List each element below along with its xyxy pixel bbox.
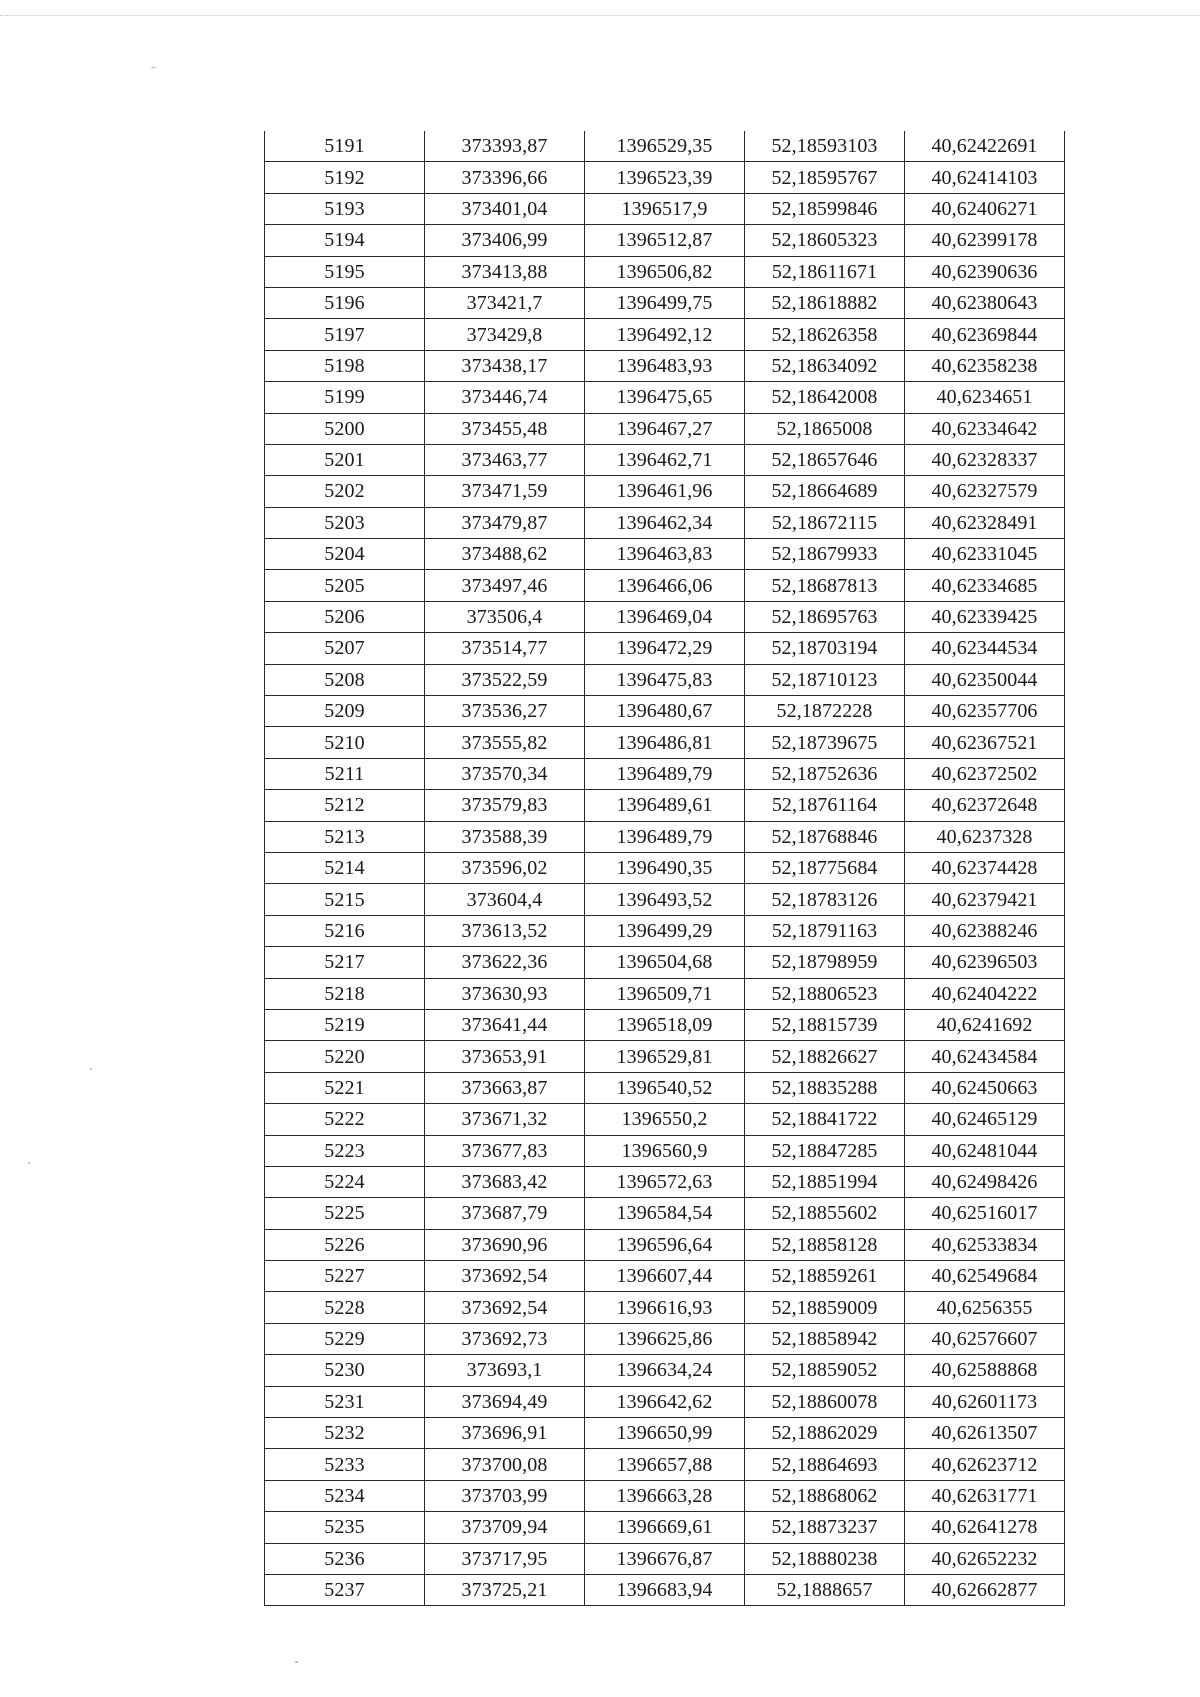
table-row [265, 1261, 1065, 1292]
point-number-cell: 5200 [265, 413, 425, 444]
point-number-cell: 5196 [265, 287, 425, 318]
longitude-cell: 40,62357706 [905, 696, 1065, 727]
latitude-cell: 52,18868062 [745, 1480, 905, 1511]
latitude-cell: 52,18710123 [745, 664, 905, 695]
coord-y-cell: 1396486,81 [585, 727, 745, 758]
point-number-cell: 5231 [265, 1386, 425, 1417]
coord-x-cell: 373396,66 [425, 162, 585, 193]
longitude-cell: 40,6234651 [905, 382, 1065, 413]
coord-y-cell: 1396509,71 [585, 978, 745, 1009]
longitude-cell: 40,62450663 [905, 1072, 1065, 1103]
table-row [265, 1512, 1065, 1543]
scan-speck [28, 1162, 30, 1164]
coord-x-cell: 373622,36 [425, 947, 585, 978]
latitude-cell: 52,18873237 [745, 1512, 905, 1543]
point-number-cell: 5220 [265, 1041, 425, 1072]
coord-y-cell: 1396462,34 [585, 507, 745, 538]
coord-y-cell: 1396584,54 [585, 1198, 745, 1229]
table-row [265, 1480, 1065, 1511]
point-number-cell: 5225 [265, 1198, 425, 1229]
coord-x-cell: 373692,54 [425, 1261, 585, 1292]
coordinate-table-body [265, 131, 1065, 1606]
latitude-cell: 52,18595767 [745, 162, 905, 193]
coord-x-cell: 373692,73 [425, 1323, 585, 1354]
coord-y-cell: 1396529,81 [585, 1041, 745, 1072]
table-row [265, 162, 1065, 193]
point-number-cell: 5208 [265, 664, 425, 695]
longitude-cell: 40,6241692 [905, 1009, 1065, 1040]
coord-y-cell: 1396506,82 [585, 256, 745, 287]
table-row [265, 1543, 1065, 1574]
latitude-cell: 52,18672115 [745, 507, 905, 538]
point-number-cell: 5191 [265, 131, 425, 162]
coord-y-cell: 1396469,04 [585, 601, 745, 632]
point-number-cell: 5214 [265, 852, 425, 883]
table-row [265, 382, 1065, 413]
table-row [265, 1449, 1065, 1480]
latitude-cell: 52,18798959 [745, 947, 905, 978]
latitude-cell: 52,18858128 [745, 1229, 905, 1260]
coord-y-cell: 1396475,83 [585, 664, 745, 695]
coord-x-cell: 373506,4 [425, 601, 585, 632]
latitude-cell: 52,1865008 [745, 413, 905, 444]
scan-speck [151, 67, 156, 68]
coord-y-cell: 1396467,27 [585, 413, 745, 444]
longitude-cell: 40,62404222 [905, 978, 1065, 1009]
point-number-cell: 5206 [265, 601, 425, 632]
table-row [265, 287, 1065, 318]
coord-y-cell: 1396683,94 [585, 1574, 745, 1605]
coord-y-cell: 1396489,79 [585, 758, 745, 789]
longitude-cell: 40,62328337 [905, 444, 1065, 475]
longitude-cell: 40,62344534 [905, 633, 1065, 664]
latitude-cell: 52,18593103 [745, 131, 905, 162]
coord-x-cell: 373709,94 [425, 1512, 585, 1543]
coord-x-cell: 373663,87 [425, 1072, 585, 1103]
coord-x-cell: 373579,83 [425, 790, 585, 821]
coord-x-cell: 373438,17 [425, 350, 585, 381]
coord-y-cell: 1396529,35 [585, 131, 745, 162]
table-row [265, 1135, 1065, 1166]
coordinate-table [264, 131, 1065, 1606]
table-row [265, 1041, 1065, 1072]
latitude-cell: 52,18739675 [745, 727, 905, 758]
coord-y-cell: 1396669,61 [585, 1512, 745, 1543]
point-number-cell: 5209 [265, 696, 425, 727]
point-number-cell: 5195 [265, 256, 425, 287]
longitude-cell: 40,62533834 [905, 1229, 1065, 1260]
longitude-cell: 40,62516017 [905, 1198, 1065, 1229]
point-number-cell: 5235 [265, 1512, 425, 1543]
coord-y-cell: 1396634,24 [585, 1355, 745, 1386]
coord-x-cell: 373463,77 [425, 444, 585, 475]
coord-y-cell: 1396642,62 [585, 1386, 745, 1417]
table-row [265, 1009, 1065, 1040]
longitude-cell: 40,62662877 [905, 1574, 1065, 1605]
coord-y-cell: 1396518,09 [585, 1009, 745, 1040]
longitude-cell: 40,62576607 [905, 1323, 1065, 1354]
coord-x-cell: 373536,27 [425, 696, 585, 727]
point-number-cell: 5223 [265, 1135, 425, 1166]
point-number-cell: 5194 [265, 225, 425, 256]
longitude-cell: 40,62434584 [905, 1041, 1065, 1072]
longitude-cell: 40,62396503 [905, 947, 1065, 978]
coord-y-cell: 1396650,99 [585, 1418, 745, 1449]
coord-x-cell: 373596,02 [425, 852, 585, 883]
longitude-cell: 40,62358238 [905, 350, 1065, 381]
point-number-cell: 5219 [265, 1009, 425, 1040]
coord-y-cell: 1396466,06 [585, 570, 745, 601]
coord-x-cell: 373401,04 [425, 193, 585, 224]
coord-y-cell: 1396492,12 [585, 319, 745, 350]
point-number-cell: 5192 [265, 162, 425, 193]
table-row [265, 790, 1065, 821]
latitude-cell: 52,18664689 [745, 476, 905, 507]
latitude-cell: 52,1872228 [745, 696, 905, 727]
latitude-cell: 52,18761164 [745, 790, 905, 821]
coord-x-cell: 373671,32 [425, 1104, 585, 1135]
longitude-cell: 40,62601173 [905, 1386, 1065, 1417]
coord-y-cell: 1396523,39 [585, 162, 745, 193]
coord-x-cell: 373514,77 [425, 633, 585, 664]
longitude-cell: 40,62498426 [905, 1166, 1065, 1197]
table-row [265, 1355, 1065, 1386]
longitude-cell: 40,62549684 [905, 1261, 1065, 1292]
coord-y-cell: 1396616,93 [585, 1292, 745, 1323]
coord-y-cell: 1396463,83 [585, 539, 745, 570]
coord-y-cell: 1396596,64 [585, 1229, 745, 1260]
coord-x-cell: 373488,62 [425, 539, 585, 570]
latitude-cell: 52,18679933 [745, 539, 905, 570]
coord-y-cell: 1396512,87 [585, 225, 745, 256]
longitude-cell: 40,62388246 [905, 915, 1065, 946]
coord-x-cell: 373717,95 [425, 1543, 585, 1574]
longitude-cell: 40,6256355 [905, 1292, 1065, 1323]
point-number-cell: 5230 [265, 1355, 425, 1386]
latitude-cell: 52,18826627 [745, 1041, 905, 1072]
latitude-cell: 52,18847285 [745, 1135, 905, 1166]
coord-x-cell: 373613,52 [425, 915, 585, 946]
coord-x-cell: 373690,96 [425, 1229, 585, 1260]
latitude-cell: 52,18864693 [745, 1449, 905, 1480]
point-number-cell: 5218 [265, 978, 425, 1009]
latitude-cell: 52,18860078 [745, 1386, 905, 1417]
point-number-cell: 5204 [265, 539, 425, 570]
latitude-cell: 52,18862029 [745, 1418, 905, 1449]
coord-y-cell: 1396625,86 [585, 1323, 745, 1354]
longitude-cell: 40,62334685 [905, 570, 1065, 601]
latitude-cell: 52,18618882 [745, 287, 905, 318]
point-number-cell: 5226 [265, 1229, 425, 1260]
point-number-cell: 5227 [265, 1261, 425, 1292]
point-number-cell: 5203 [265, 507, 425, 538]
table-row [265, 696, 1065, 727]
coord-y-cell: 1396504,68 [585, 947, 745, 978]
scan-speck [90, 1068, 92, 1070]
table-row [265, 601, 1065, 632]
coord-x-cell: 373696,91 [425, 1418, 585, 1449]
latitude-cell: 52,18634092 [745, 350, 905, 381]
longitude-cell: 40,62641278 [905, 1512, 1065, 1543]
table-row [265, 1072, 1065, 1103]
table-row [265, 319, 1065, 350]
latitude-cell: 52,18611671 [745, 256, 905, 287]
coord-x-cell: 373725,21 [425, 1574, 585, 1605]
latitude-cell: 52,18855602 [745, 1198, 905, 1229]
latitude-cell: 52,18695763 [745, 601, 905, 632]
point-number-cell: 5193 [265, 193, 425, 224]
point-number-cell: 5217 [265, 947, 425, 978]
table-row [265, 915, 1065, 946]
point-number-cell: 5234 [265, 1480, 425, 1511]
table-row [265, 1386, 1065, 1417]
coord-y-cell: 1396560,9 [585, 1135, 745, 1166]
longitude-cell: 40,62613507 [905, 1418, 1065, 1449]
table-row [265, 1292, 1065, 1323]
longitude-cell: 40,62652232 [905, 1543, 1065, 1574]
longitude-cell: 40,62350044 [905, 664, 1065, 695]
latitude-cell: 52,18859009 [745, 1292, 905, 1323]
latitude-cell: 52,18815739 [745, 1009, 905, 1040]
table-row [265, 758, 1065, 789]
coord-y-cell: 1396550,2 [585, 1104, 745, 1135]
latitude-cell: 52,18858942 [745, 1323, 905, 1354]
latitude-cell: 52,18806523 [745, 978, 905, 1009]
table-row [265, 821, 1065, 852]
longitude-cell: 40,62623712 [905, 1449, 1065, 1480]
table-row [265, 350, 1065, 381]
latitude-cell: 52,18859052 [745, 1355, 905, 1386]
table-row [265, 1104, 1065, 1135]
point-number-cell: 5215 [265, 884, 425, 915]
longitude-cell: 40,62339425 [905, 601, 1065, 632]
latitude-cell: 52,18880238 [745, 1543, 905, 1574]
longitude-cell: 40,62367521 [905, 727, 1065, 758]
coord-y-cell: 1396489,79 [585, 821, 745, 852]
longitude-cell: 40,6237328 [905, 821, 1065, 852]
coord-y-cell: 1396461,96 [585, 476, 745, 507]
point-number-cell: 5224 [265, 1166, 425, 1197]
latitude-cell: 52,18775684 [745, 852, 905, 883]
longitude-cell: 40,62465129 [905, 1104, 1065, 1135]
coord-x-cell: 373683,42 [425, 1166, 585, 1197]
coord-x-cell: 373406,99 [425, 225, 585, 256]
longitude-cell: 40,62631771 [905, 1480, 1065, 1511]
coord-x-cell: 373455,48 [425, 413, 585, 444]
point-number-cell: 5201 [265, 444, 425, 475]
coord-y-cell: 1396657,88 [585, 1449, 745, 1480]
point-number-cell: 5228 [265, 1292, 425, 1323]
table-row [265, 664, 1065, 695]
point-number-cell: 5213 [265, 821, 425, 852]
coord-y-cell: 1396490,35 [585, 852, 745, 883]
coord-y-cell: 1396517,9 [585, 193, 745, 224]
point-number-cell: 5216 [265, 915, 425, 946]
longitude-cell: 40,62374428 [905, 852, 1065, 883]
coord-x-cell: 373471,59 [425, 476, 585, 507]
coord-x-cell: 373700,08 [425, 1449, 585, 1480]
table-row [265, 256, 1065, 287]
table-row [265, 507, 1065, 538]
point-number-cell: 5236 [265, 1543, 425, 1574]
longitude-cell: 40,62372502 [905, 758, 1065, 789]
point-number-cell: 5210 [265, 727, 425, 758]
longitude-cell: 40,62379421 [905, 884, 1065, 915]
point-number-cell: 5237 [265, 1574, 425, 1605]
latitude-cell: 52,18599846 [745, 193, 905, 224]
longitude-cell: 40,62481044 [905, 1135, 1065, 1166]
longitude-cell: 40,62328491 [905, 507, 1065, 538]
table-row [265, 193, 1065, 224]
latitude-cell: 52,18626358 [745, 319, 905, 350]
latitude-cell: 52,18752636 [745, 758, 905, 789]
point-number-cell: 5221 [265, 1072, 425, 1103]
table-row [265, 444, 1065, 475]
coord-y-cell: 1396483,93 [585, 350, 745, 381]
longitude-cell: 40,62372648 [905, 790, 1065, 821]
coord-x-cell: 373393,87 [425, 131, 585, 162]
coord-x-cell: 373641,44 [425, 1009, 585, 1040]
coord-x-cell: 373570,34 [425, 758, 585, 789]
table-row [265, 633, 1065, 664]
latitude-cell: 52,18657646 [745, 444, 905, 475]
coord-x-cell: 373429,8 [425, 319, 585, 350]
longitude-cell: 40,62327579 [905, 476, 1065, 507]
latitude-cell: 52,18703194 [745, 633, 905, 664]
table-row [265, 1418, 1065, 1449]
latitude-cell: 52,1888657 [745, 1574, 905, 1605]
table-row [265, 1323, 1065, 1354]
coord-y-cell: 1396499,29 [585, 915, 745, 946]
latitude-cell: 52,18791163 [745, 915, 905, 946]
point-number-cell: 5229 [265, 1323, 425, 1354]
table-row [265, 1198, 1065, 1229]
longitude-cell: 40,62399178 [905, 225, 1065, 256]
scan-top-edge [0, 15, 1200, 16]
latitude-cell: 52,18768846 [745, 821, 905, 852]
coord-y-cell: 1396493,52 [585, 884, 745, 915]
coord-x-cell: 373555,82 [425, 727, 585, 758]
coord-x-cell: 373703,99 [425, 1480, 585, 1511]
coord-y-cell: 1396540,52 [585, 1072, 745, 1103]
coord-x-cell: 373693,1 [425, 1355, 585, 1386]
coord-y-cell: 1396499,75 [585, 287, 745, 318]
coord-y-cell: 1396472,29 [585, 633, 745, 664]
table-row [265, 947, 1065, 978]
longitude-cell: 40,62422691 [905, 131, 1065, 162]
coord-x-cell: 373694,49 [425, 1386, 585, 1417]
latitude-cell: 52,18851994 [745, 1166, 905, 1197]
latitude-cell: 52,18642008 [745, 382, 905, 413]
coord-x-cell: 373687,79 [425, 1198, 585, 1229]
table-row [265, 476, 1065, 507]
coord-x-cell: 373630,93 [425, 978, 585, 1009]
table-row [265, 225, 1065, 256]
longitude-cell: 40,62588868 [905, 1355, 1065, 1386]
longitude-cell: 40,62331045 [905, 539, 1065, 570]
coord-x-cell: 373479,87 [425, 507, 585, 538]
longitude-cell: 40,62414103 [905, 162, 1065, 193]
longitude-cell: 40,62369844 [905, 319, 1065, 350]
coord-y-cell: 1396475,65 [585, 382, 745, 413]
table-row [265, 1166, 1065, 1197]
point-number-cell: 5212 [265, 790, 425, 821]
point-number-cell: 5205 [265, 570, 425, 601]
coord-x-cell: 373692,54 [425, 1292, 585, 1323]
latitude-cell: 52,18783126 [745, 884, 905, 915]
point-number-cell: 5199 [265, 382, 425, 413]
coord-y-cell: 1396572,63 [585, 1166, 745, 1197]
latitude-cell: 52,18841722 [745, 1104, 905, 1135]
longitude-cell: 40,62406271 [905, 193, 1065, 224]
coord-x-cell: 373497,46 [425, 570, 585, 601]
point-number-cell: 5233 [265, 1449, 425, 1480]
coord-x-cell: 373421,7 [425, 287, 585, 318]
table-row [265, 1574, 1065, 1605]
table-row [265, 1229, 1065, 1260]
table-row [265, 727, 1065, 758]
point-number-cell: 5198 [265, 350, 425, 381]
point-number-cell: 5222 [265, 1104, 425, 1135]
table-row [265, 884, 1065, 915]
latitude-cell: 52,18835288 [745, 1072, 905, 1103]
coord-x-cell: 373446,74 [425, 382, 585, 413]
coord-x-cell: 373653,91 [425, 1041, 585, 1072]
coord-x-cell: 373604,4 [425, 884, 585, 915]
table-row [265, 413, 1065, 444]
scan-speck [295, 1661, 298, 1663]
coord-y-cell: 1396480,67 [585, 696, 745, 727]
coord-y-cell: 1396607,44 [585, 1261, 745, 1292]
point-number-cell: 5232 [265, 1418, 425, 1449]
longitude-cell: 40,62390636 [905, 256, 1065, 287]
coord-y-cell: 1396462,71 [585, 444, 745, 475]
table-row [265, 978, 1065, 1009]
latitude-cell: 52,18605323 [745, 225, 905, 256]
coord-x-cell: 373522,59 [425, 664, 585, 695]
coord-x-cell: 373413,88 [425, 256, 585, 287]
point-number-cell: 5197 [265, 319, 425, 350]
point-number-cell: 5207 [265, 633, 425, 664]
longitude-cell: 40,62334642 [905, 413, 1065, 444]
coord-y-cell: 1396663,28 [585, 1480, 745, 1511]
point-number-cell: 5211 [265, 758, 425, 789]
coord-y-cell: 1396489,61 [585, 790, 745, 821]
coord-x-cell: 373588,39 [425, 821, 585, 852]
latitude-cell: 52,18859261 [745, 1261, 905, 1292]
table-row [265, 131, 1065, 162]
latitude-cell: 52,18687813 [745, 570, 905, 601]
table-row [265, 570, 1065, 601]
coord-y-cell: 1396676,87 [585, 1543, 745, 1574]
coord-x-cell: 373677,83 [425, 1135, 585, 1166]
point-number-cell: 5202 [265, 476, 425, 507]
table-row [265, 539, 1065, 570]
table-row [265, 852, 1065, 883]
longitude-cell: 40,62380643 [905, 287, 1065, 318]
